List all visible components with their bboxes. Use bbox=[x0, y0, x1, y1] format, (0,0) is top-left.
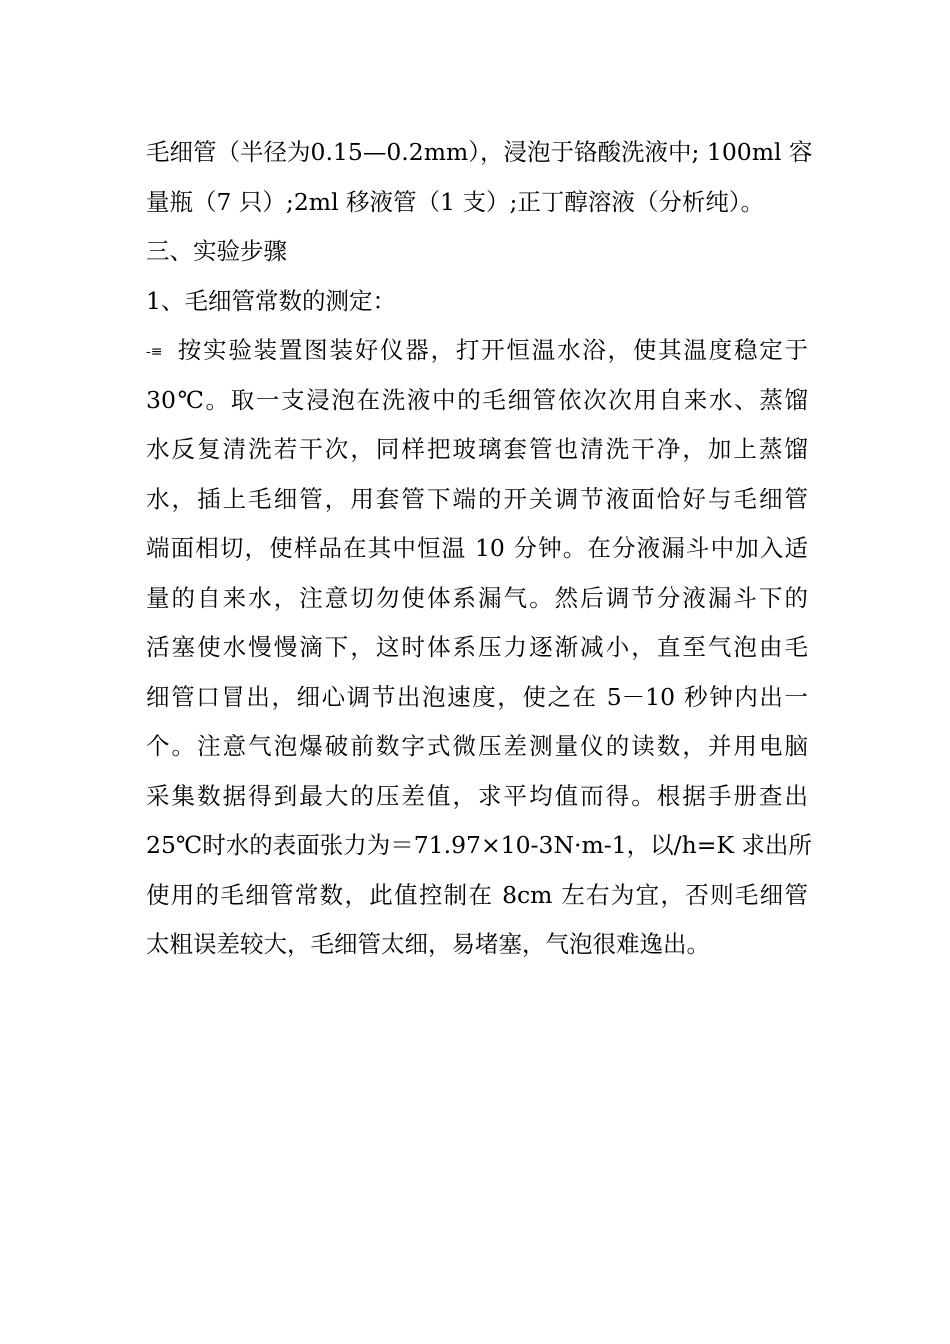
text-line-14: 采集数据得到最大的压差值，求平均值而得。根据手册查出 bbox=[146, 781, 808, 810]
text-line-1: 毛细管（半径为0.15—0.2mm），浸泡于铬酸洗液中; 100ml 容 bbox=[146, 138, 813, 166]
text-line-12: 细管口冒出，细心调节出泡速度，使之在 5－10 秒钟内出一 bbox=[146, 682, 808, 711]
text-line-17: 太粗误差较大，毛细管太细，易堵塞，气泡很难逸出。 bbox=[146, 930, 710, 958]
text-line-8: 水，插上毛细管，用套管下端的开关调节液面恰好与毛细管 bbox=[146, 484, 808, 513]
text-line-5-content: 按实验装置图装好仪器，打开恒温水浴，使其温度稳定于 bbox=[176, 336, 808, 364]
text-line-16: 使用的毛细管常数，此值控制在 8cm 左右为宜，否则毛细管 bbox=[146, 880, 808, 909]
document-body bbox=[146, 128, 813, 970]
text-line-10: 量的自来水，注意切勿使体系漏气。然后调节分液漏斗下的 bbox=[146, 583, 808, 612]
bullet-mark: -≡ bbox=[146, 343, 163, 360]
text-line-5 bbox=[146, 326, 808, 376]
text-line-13: 个。注意气泡爆破前数字式微压差测量仪的读数，并用电脑 bbox=[146, 732, 808, 760]
text-line-15: 25℃时水的表面张力为＝71.97×10-3N·m-1，以/h=K 求出所 bbox=[146, 831, 812, 859]
text-line-2: 量瓶（7 只）;2ml 移液管（1 支）;正丁醇溶液（分析纯）。 bbox=[146, 187, 765, 216]
section-heading: 三、实验步骤 bbox=[146, 237, 287, 265]
text-line-11: 活塞使水慢慢滴下，这时体系压力逐渐减小，直至气泡由毛 bbox=[146, 633, 808, 661]
text-line-6: 30℃。取一支浸泡在洗液中的毛细管依次次用自来水、蒸馏 bbox=[146, 385, 808, 414]
subsection-heading: 1、毛细管常数的测定： bbox=[146, 286, 396, 315]
text-line-7: 水反复清洗若干次，同样把玻璃套管也清洗干净，加上蒸馏 bbox=[146, 435, 808, 463]
text-line-9: 端面相切，使样品在其中恒温 10 分钟。在分液漏斗中加入适 bbox=[146, 534, 808, 562]
